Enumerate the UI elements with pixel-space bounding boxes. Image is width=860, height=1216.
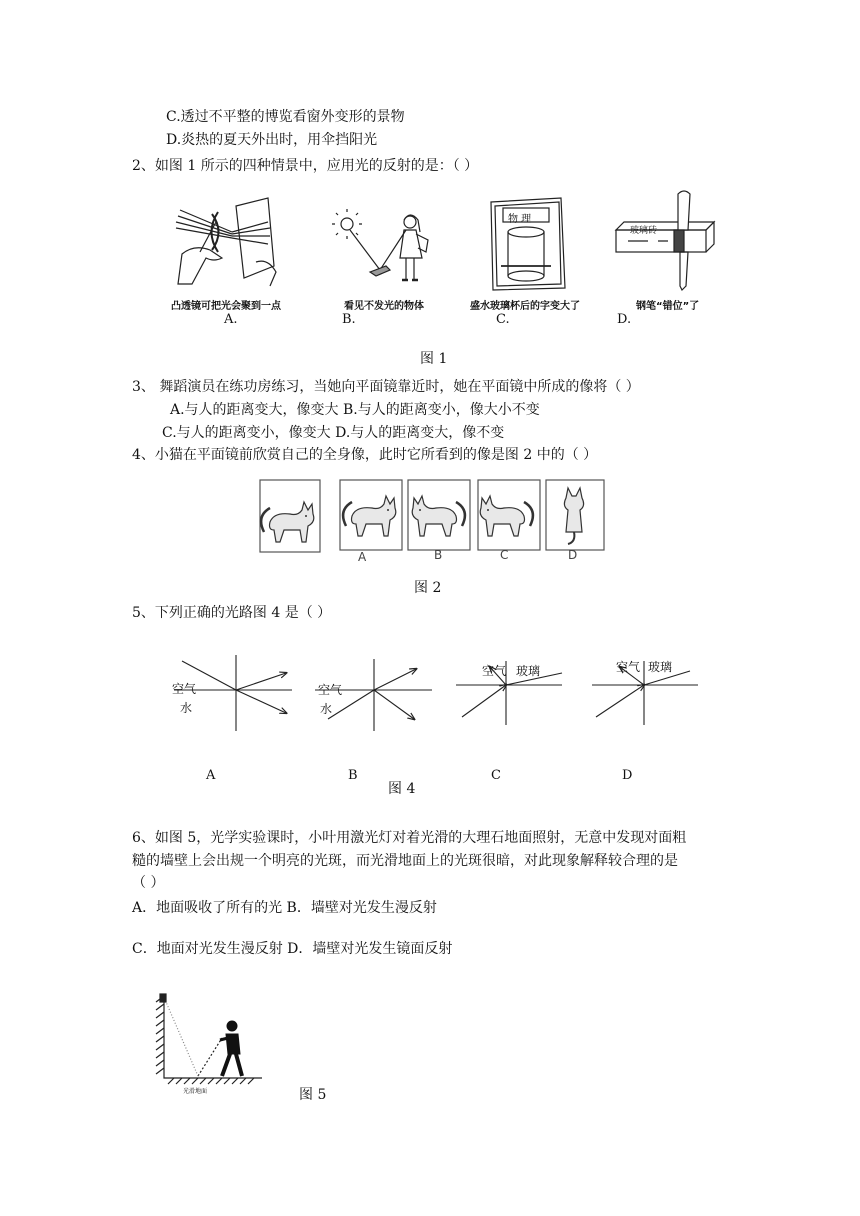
q6-stem-line2: 糙的墙壁上会出规一个明亮的光斑，而光滑地面上的光斑很暗，对此现象解释较合理的是 [132,853,678,869]
diagram-c-left-medium: 空气 [482,664,507,678]
diagram-b-bottom-medium: 水 [320,702,333,716]
book-glass-illustration [485,192,575,292]
diagram-d-left-medium: 空气 [616,660,641,674]
q3-options-line2: C.与人的距离变小，像变大 D.与人的距离变大，像不变 [162,425,505,441]
fig1-d-glass-label: 玻璃砖 [630,226,658,236]
diagram-a-top-medium: 空气 [172,682,197,696]
fig1-b-letter: B. [342,312,356,327]
fig1-c-letter: C. [496,312,510,327]
diagram-c-right-medium: 玻璃 [516,664,541,678]
diagram-c-letter: C [491,768,501,783]
figure-1-label: 图 1 [420,351,448,367]
q4-option-b: B [434,548,443,562]
q2-stem: 2、如图 1 所示的四种情景中，应用光的反射的是：（ ） [132,158,479,174]
q4-option-c: C [500,548,509,562]
figure-4-label: 图 4 [388,781,416,797]
q5-stem: 5、下列正确的光路图 4 是（ ） [132,605,332,621]
fig1-d-caption: 钢笔“错位”了 [636,301,700,312]
q6-options-line1: A．地面吸收了所有的光 B．墙壁对光发生漫反射 [132,900,437,916]
diagram-b-top-medium: 空气 [318,683,343,697]
diagram-d-letter: D [622,768,633,783]
fig1-c-caption: 盛水玻璃杯后的字变大了 [470,301,580,312]
q3-stem: 3、 舞蹈演员在练功房练习，当她向平面镜靠近时，她在平面镜中所成的像将（ ） [132,379,640,395]
floor-label: 光滑地面 [183,1088,208,1095]
fig1-a-caption: 凸透镜可把光会聚到一点 [171,301,281,312]
q6-stem-line1: 6、如图 5，光学实验课时，小叶用激光灯对着光滑的大理石地面照射，无意中发现对面粗 [132,830,687,846]
q4-option-a: A [358,550,367,564]
q4-option-d: D [568,548,578,562]
q6-options-line2: C．地面对光发生漫反射 D．墙壁对光发生镜面反射 [132,941,453,957]
q6-stem-line3: （ ） [132,875,165,891]
fig1-c-book-title: 物 理 [508,214,532,225]
pen-glass-illustration [608,190,718,290]
diagram-a-letter: A [206,768,216,783]
diagram-d-right-medium: 玻璃 [648,660,673,674]
q1-option-d: D.炎热的夏天外出时，用伞挡阳光 [166,132,378,148]
q4-stem: 4、小猫在平面镜前欣赏自己的全身像，此时它所看到的像是图 2 中的（ ） [132,447,598,463]
diagram-a-bottom-medium: 水 [180,701,193,715]
lens-light-illustration [170,192,280,292]
laser-wall-figure [150,992,270,1102]
fig1-b-caption: 看见不发光的物体 [344,301,424,312]
cat-mirror-figure [248,478,608,568]
figure-2-label: 图 2 [414,580,442,596]
q3-options-line1: A.与人的距离变大，像变大 B.与人的距离变小，像大小不变 [170,402,540,418]
figure-5-label: 图 5 [299,1087,327,1103]
q1-option-c: C.透过不平整的博览看窗外变形的景物 [166,109,405,125]
fig1-a-letter: A. [224,312,238,327]
reflection-girl-illustration [330,208,440,288]
fig1-d-letter: D. [617,312,632,327]
diagram-b-letter: B [348,768,358,783]
